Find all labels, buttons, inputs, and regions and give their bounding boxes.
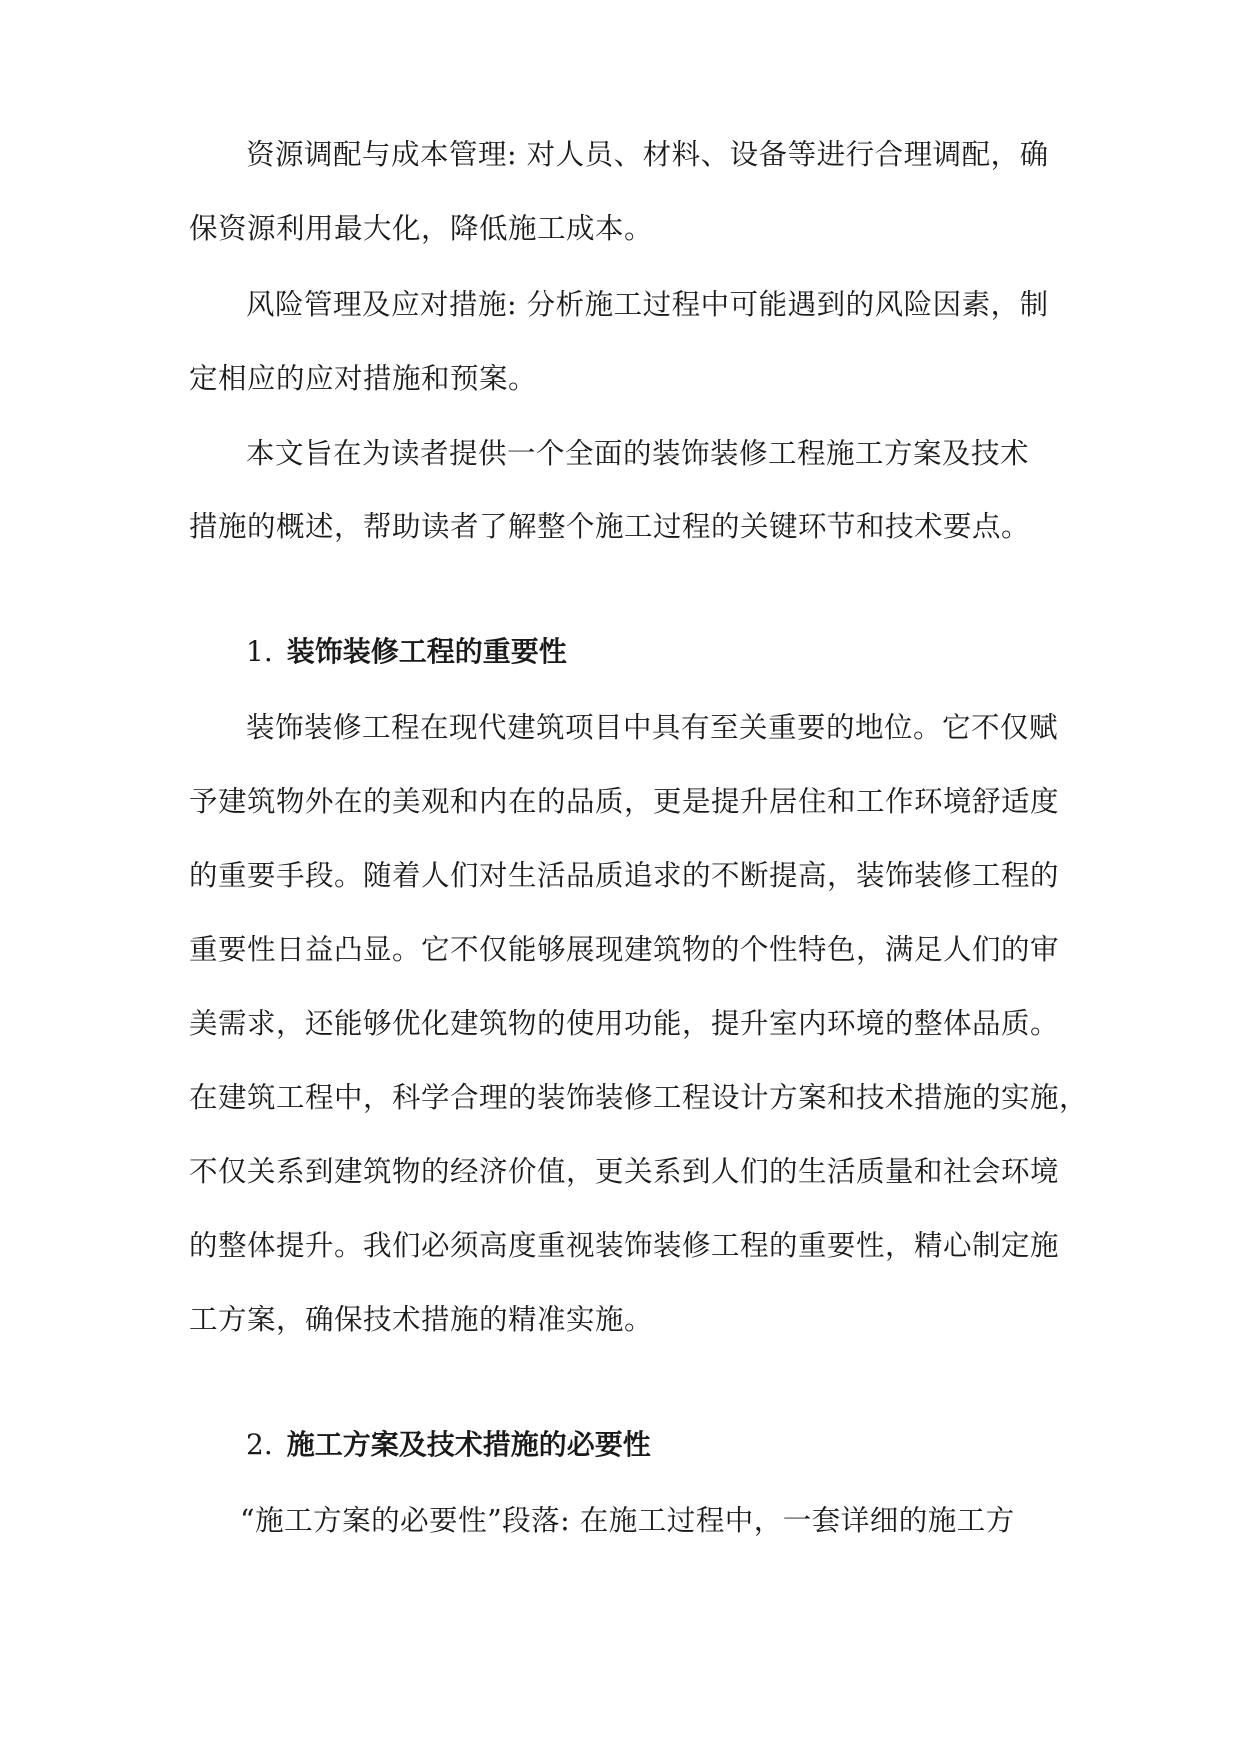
paragraph-line: 重要性日益凸显。它不仅能够展现建筑物的个性特色，满足人们的审	[189, 933, 1060, 966]
section-heading-1	[246, 632, 567, 672]
section-title: 施工方案及技术措施的必要性	[286, 1428, 651, 1461]
paragraph-line: 的重要手段。随着人们对生活品质追求的不断提高，装饰装修工程的	[189, 859, 1060, 892]
paragraph-line: 不仅关系到建筑物的经济价值，更关系到人们的生活质量和社会环境	[189, 1155, 1060, 1188]
paragraph-line: 风险管理及应对措施: 分析施工过程中可能遇到的风险因素，制	[246, 288, 1049, 321]
section-heading-2	[246, 1425, 651, 1465]
paragraph-line: 保资源利用最大化，降低施工成本。	[189, 212, 654, 245]
paragraph-line: 定相应的应对措施和预案。	[189, 362, 538, 395]
paragraph-line: 的整体提升。我们必须高度重视装饰装修工程的重要性，精心制定施	[189, 1229, 1060, 1262]
section-title: 装饰装修工程的重要性	[286, 635, 567, 668]
section-number: 2.	[246, 1428, 273, 1461]
paragraph-line: 在建筑工程中，科学合理的装饰装修工程设计方案和技术措施的实施，	[189, 1081, 1089, 1114]
paragraph-line: “施工方案的必要性”段落: 在施工过程中，一套详细的施工方	[240, 1504, 1015, 1537]
paragraph-line: 措施的概述，帮助读者了解整个施工过程的关键环节和技术要点。	[189, 510, 1031, 543]
paragraph-line: 装饰装修工程在现代建筑项目中具有至关重要的地位。它不仅赋	[246, 711, 1059, 744]
paragraph-line: 本文旨在为读者提供一个全面的装饰装修工程施工方案及技术	[246, 437, 1030, 470]
section-number: 1.	[246, 635, 273, 668]
paragraph-line: 美需求，还能够优化建筑物的使用功能，提升室内环境的整体品质。	[189, 1007, 1060, 1040]
paragraph-line: 工方案，确保技术措施的精准实施。	[189, 1303, 654, 1336]
paragraph-line: 予建筑物外在的美观和内在的品质，更是提升居住和工作环境舒适度	[189, 785, 1060, 818]
paragraph-line: 资源调配与成本管理: 对人员、材料、设备等进行合理调配，确	[246, 138, 1049, 171]
